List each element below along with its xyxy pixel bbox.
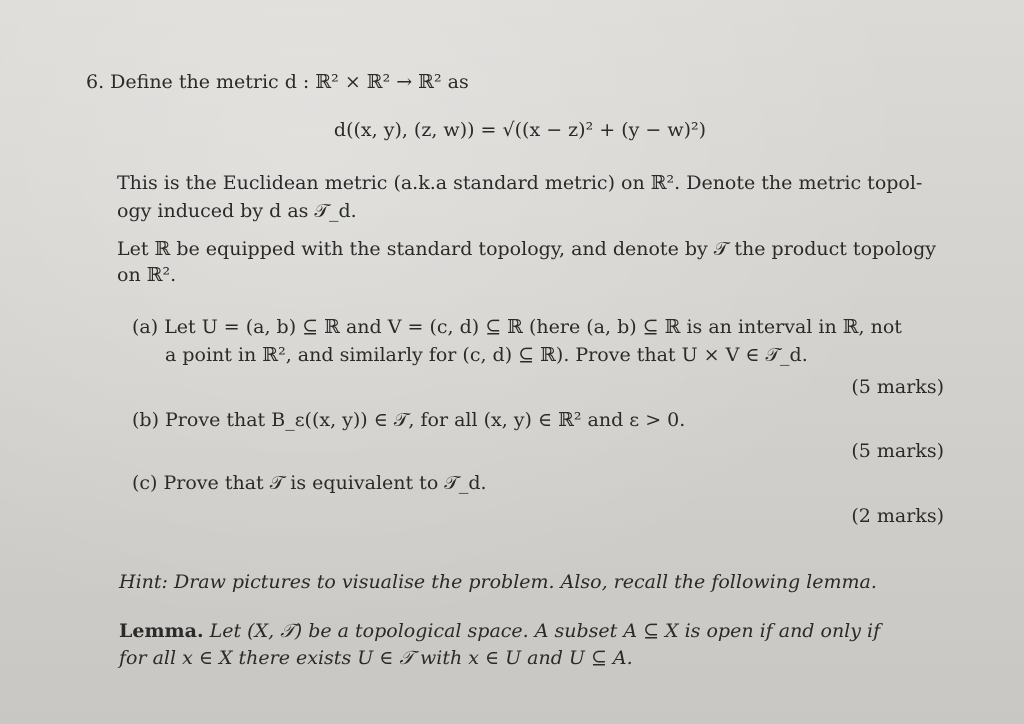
question-header: 6. Define the metric d : ℝ² × ℝ² → ℝ² as — [86, 71, 469, 93]
intro-line-1: This is the Euclidean metric (a.k.a standard metric) on ℝ². Denote the metric topol- — [117, 172, 923, 194]
part-b: (b) Prove that B_ε((x, y)) ∈ 𝒯, for all (x, y) ∈ ℝ² and ε > 0. — [132, 409, 686, 431]
lemma-line-1: Let (X, 𝒯) be a topological space. A subset A ⊆ X is open if and only if — [209, 620, 881, 642]
metric-formula: d((x, y), (z, w)) = √((x − z)² + (y − w)²) — [333, 119, 707, 141]
setup-line-1: Let ℝ be equipped with the standard topology, and denote by 𝒯 the product topology — [117, 238, 937, 260]
lemma-label: Lemma. — [119, 620, 204, 642]
part-c-marks: (2 marks) — [851, 505, 944, 527]
lemma-line-1-row — [119, 620, 880, 642]
part-b-marks: (5 marks) — [851, 440, 944, 462]
part-a-marks: (5 marks) — [851, 376, 944, 398]
lemma-line-2: for all x ∈ X there exists U ∈ 𝒯 with x ∈ U and U ⊆ A. — [119, 647, 633, 669]
part-a-line-2: a point in ℝ², and similarly for (c, d) ⊆ ℝ). Prove that U × V ∈ 𝒯_d. — [165, 344, 808, 366]
part-a-line-1: (a) Let U = (a, b) ⊆ ℝ and V = (c, d) ⊆ ℝ (here (a, b) ⊆ ℝ is an interval in ℝ, not — [132, 316, 902, 338]
hint-text: Hint: Draw pictures to visualise the problem. Also, recall the following lemma. — [119, 571, 877, 593]
setup-line-2: on ℝ². — [117, 264, 177, 286]
part-c: (c) Prove that 𝒯 is equivalent to 𝒯_d. — [132, 472, 487, 494]
intro-line-2: ogy induced by d as 𝒯_d. — [117, 200, 357, 222]
